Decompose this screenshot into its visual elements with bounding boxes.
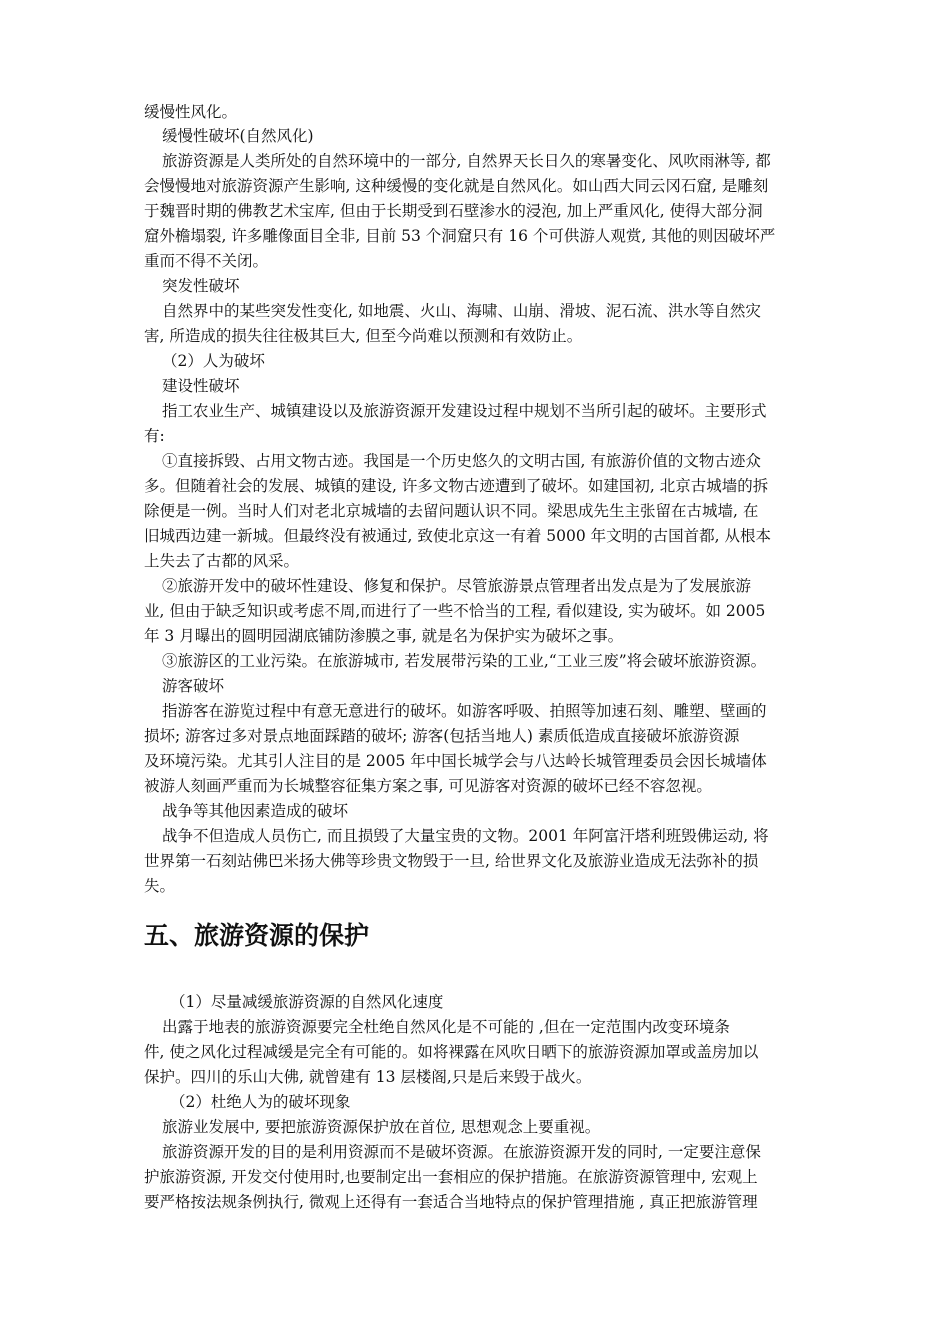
subheading-slow-damage: 缓慢性破坏(自然风化) — [162, 127, 314, 145]
paragraph-line: 出露于地表的旅游资源要完全杜绝自然风化是不可能的 ,但在一定范围内改变环境条 — [162, 1018, 730, 1036]
paragraph-line: 世界第一石刻站佛巴米扬大佛等珍贵文物毁于一旦, 给世界文化及旅游业造成无法弥补的损 — [144, 852, 759, 870]
paragraph-line: 及环境污染。尤其引人注目的是 2005 年中国长城学会与八达岭长城管理委员会因长城墙体 — [144, 752, 767, 770]
subheading-war-damage: 战争等其他因素造成的破坏 — [162, 802, 349, 820]
paragraph-line: 旧城西边建一新城。但最终没有被通过, 致使北京这一有着 5000 年文明的古国首都, 从根本 — [144, 527, 772, 545]
paragraph-line: 保护。四川的乐山大佛, 就曾建有 13 层楼阁,只是后来毁于战火。 — [144, 1068, 592, 1086]
paragraph-line: 重而不得不关闭。 — [144, 252, 269, 270]
paragraph-line: 窟外檐塌裂, 许多雕像面目全非, 目前 53 个洞窟只有 16 个可供游人观赏, 其他的则因破坏严 — [144, 227, 776, 245]
section-title: 五、旅游资源的保护 — [144, 921, 370, 950]
subheading-human-damage: （2）人为破坏 — [162, 352, 265, 370]
paragraph-line: 多。但随着社会的发展、城镇的建设, 许多文物古迹遭到了破坏。如建国初, 北京古城墙的拆 — [144, 477, 769, 495]
paragraph-line: 件, 使之风化过程减缓是完全有可能的。如将裸露在风吹日晒下的旅游资源加罩或盖房加以 — [144, 1043, 759, 1061]
paragraph-line: 旅游业发展中, 要把旅游资源保护放在首位, 思想观念上要重视。 — [162, 1118, 601, 1136]
paragraph-line: 有: — [144, 427, 165, 445]
paragraph-line: 被游人刻画严重而为长城整容征集方案之事, 可见游客对资源的破坏已经不容忽视。 — [144, 777, 712, 795]
paragraph-line: 旅游资源开发的目的是利用资源而不是破坏资源。在旅游资源开发的同时, 一定要注意保 — [162, 1143, 761, 1161]
paragraph-line: 战争不但造成人员伤亡, 而且损毁了大量宝贵的文物。2001 年阿富汗塔利班毁佛运动, 将 — [162, 827, 769, 845]
paragraph-line: 损坏; 游客过多对景点地面踩踏的破坏; 游客(包括当地人) 素质低造成直接破坏旅游资源 — [144, 727, 740, 745]
paragraph-line: 除便是一例。当时人们对老北京城墙的去留问题认识不同。梁思成先生主张留在古城墙, 在 — [144, 502, 759, 520]
paragraph-line: ②旅游开发中的破坏性建设、修复和保护。尽管旅游景点管理者出发点是为了发展旅游 — [162, 577, 752, 595]
paragraph-line: 指工农业生产、城镇建设以及旅游资源开发建设过程中规划不当所引起的破坏。主要形式 — [162, 402, 767, 420]
subheading-construction-damage: 建设性破坏 — [162, 377, 240, 395]
paragraph-line: 失。 — [144, 877, 176, 895]
paragraph-line: 年 3 月曝出的圆明园湖底铺防渗膜之事, 就是名为保护实为破坏之事。 — [144, 627, 624, 645]
paragraph-line: 会慢慢地对旅游资源产生影响, 这种缓慢的变化就是自然风化。如山西大同云冈石窟, 是雕刻 — [144, 177, 769, 195]
subheading-slow-weathering: （1）尽量减缓旅游资源的自然风化速度 — [170, 993, 444, 1011]
paragraph-line: 害, 所造成的损失往往极其巨大, 但至今尚难以预测和有效防止。 — [144, 327, 583, 345]
subheading-tourist-damage: 游客破坏 — [162, 677, 225, 695]
subheading-prevent-human-damage: （2）杜绝人为的破坏现象 — [170, 1093, 351, 1111]
paragraph-line: 缓慢性风化。 — [144, 103, 238, 121]
subheading-sudden-damage: 突发性破坏 — [162, 277, 240, 295]
paragraph-line: 要严格按法规条例执行, 微观上还得有一套适合当地特点的保护管理措施 , 真正把旅游管理 — [144, 1193, 758, 1211]
paragraph-line: 指游客在游览过程中有意无意进行的破坏。如游客呼吸、拍照等加速石刻、雕塑、壁画的 — [162, 702, 767, 720]
paragraph-line: 于魏晋时期的佛教艺术宝库, 但由于长期受到石壁渗水的浸泡, 加上严重风化, 使得大部分洞 — [144, 202, 763, 220]
paragraph-line: ③旅游区的工业污染。在旅游城市, 若发展带污染的工业,“工业三废”将会破坏旅游资源。 — [162, 652, 767, 670]
paragraph-line: 护旅游资源, 开发交付使用时,也要制定出一套相应的保护措施。在旅游资源管理中, 宏观上 — [144, 1168, 758, 1186]
paragraph-line: 上失去了古都的风采。 — [144, 552, 300, 570]
paragraph-line: 自然界中的某些突发性变化, 如地震、火山、海啸、山崩、滑坡、泥石流、洪水等自然灾 — [162, 302, 761, 320]
paragraph-line: 业, 但由于缺乏知识或考虑不周,而进行了一些不恰当的工程, 看似建设, 实为破坏。如 2005 — [144, 602, 766, 620]
paragraph-line: 旅游资源是人类所处的自然环境中的一部分, 自然界天长日久的寒暑变化、风吹雨淋等, 都 — [162, 152, 771, 170]
paragraph-line: ①直接拆毁、占用文物古迹。我国是一个历史悠久的文明古国, 有旅游价值的文物古迹众 — [162, 452, 761, 470]
